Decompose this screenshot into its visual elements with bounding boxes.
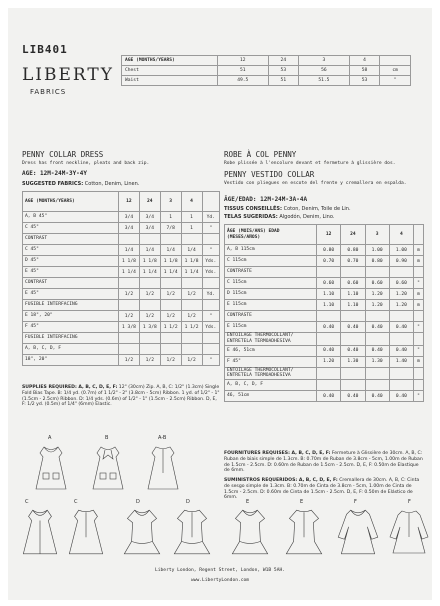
table-cell [139, 344, 160, 355]
table-row [23, 311, 220, 322]
table-cell: 53 [268, 66, 299, 76]
dress-e-back-sketch-icon [278, 506, 330, 558]
table-cell: 1 1/8 [119, 256, 140, 267]
dress-c-sketch-icon [14, 506, 66, 558]
dress-c-back-sketch-icon [60, 506, 112, 558]
table-cell: 24 [341, 225, 365, 245]
table-cell: 53 [349, 76, 380, 86]
dress-a-sketch-icon [26, 443, 76, 493]
table-cell: m [414, 245, 424, 256]
table-row [23, 333, 220, 344]
table-row [23, 212, 220, 223]
table-cell: 0.40 [365, 391, 389, 402]
spanish-suministros [224, 478, 424, 501]
table-cell: 1 1/4 [181, 267, 202, 278]
table-cell: 1/4 [181, 245, 202, 256]
table-cell: 1/2 [139, 289, 160, 300]
table-cell: 0.40 [317, 322, 341, 333]
english-yardage-table [22, 191, 220, 366]
dress-d-back-sketch-icon [166, 506, 218, 558]
size-table-header [122, 56, 411, 66]
table-cell: 0.40 [341, 322, 365, 333]
table-row [225, 300, 424, 311]
table-cell: 51.5 [299, 76, 350, 86]
table-cell: " [202, 245, 220, 256]
table-cell [414, 380, 424, 391]
table-row [23, 234, 220, 245]
table-cell: 1 [160, 212, 181, 223]
table-cell [181, 234, 202, 245]
table-cell [202, 333, 220, 344]
table-cell: 0.70 [341, 256, 365, 267]
table-cell [139, 278, 160, 289]
table-row [23, 223, 220, 234]
table-cell: F 45" [23, 322, 119, 333]
table-cell: 51 [218, 66, 269, 76]
table-row [225, 245, 424, 256]
table-cell: m [414, 289, 424, 300]
table-row [225, 278, 424, 289]
table-cell: 49.5 [218, 76, 269, 86]
table-cell: " [202, 355, 220, 366]
table-cell: CONTRAST [23, 278, 119, 289]
table-cell [341, 311, 365, 322]
table-cell [365, 311, 389, 322]
table-cell [119, 234, 140, 245]
table-cell: 0.70 [317, 256, 341, 267]
table-cell [202, 234, 220, 245]
table-cell: 0.40 [317, 391, 341, 402]
table-cell [119, 344, 140, 355]
table-cell: Chest [122, 66, 218, 76]
table-cell: 1.00 [365, 245, 389, 256]
table-cell [380, 56, 411, 66]
footer-address: Liberty London, Regent Street, London, W1B 5AH. [155, 568, 285, 573]
table-row [23, 278, 220, 289]
spanish-subtitle: Vestido con pliegues en escote del frente y cremallera en espalda. [224, 181, 407, 186]
table-cell: " [380, 76, 411, 86]
table-cell: E 45" [23, 267, 119, 278]
table-cell [341, 267, 365, 278]
table-cell: 4 [349, 56, 380, 66]
table-cell: 3 [299, 56, 350, 66]
table-cell [181, 278, 202, 289]
table-cell: CONTRAST [23, 234, 119, 245]
table-row [225, 333, 424, 346]
table-cell: 3/4 [139, 212, 160, 223]
table-row [225, 380, 424, 391]
suministros-label: SUMINISTROS REQUERIDOS: A, B, C, D, E, F: [224, 478, 338, 483]
table-cell: 51 [268, 76, 299, 86]
table-cell: 1.40 [389, 356, 413, 367]
fabrics-label: TELAS SUGERIDAS: [224, 214, 278, 220]
table-cell [181, 333, 202, 344]
table-cell: 1 3/8 [119, 322, 140, 333]
table-cell [139, 333, 160, 344]
table-cell: 1/2 [119, 355, 140, 366]
dress-f-sketch-icon [332, 506, 384, 558]
table-row [23, 267, 220, 278]
table-cell: 1.10 [317, 289, 341, 300]
fabrics-value: Algodón, Denim, Lino. [279, 214, 335, 220]
table-cell: E 45" [23, 289, 119, 300]
table-cell [317, 311, 341, 322]
table-cell: 1 1/2 [181, 322, 202, 333]
table-cell [202, 300, 220, 311]
supplies-text: 12" (30cm) Zip. A, B, C: 1/2" (1.3cm) Single Fold Bias Tape. B: 1/4 yd. (0.7m) of 1 1/2" - 2" (3.8cm - 5cm) Ribbon. 1 yd. of 1/2" - 1" (1.5cm - 2.5cm) Ribbon. D: 1/4 yds. (0.6m) of 1/2" - 1" (1.5cm - 2.5cm) Ribbon. D, E, F: 1/2 yd. (0.5m) of 1/4" (6mm) Elastic. [22, 385, 220, 408]
table-cell: E 115cm [225, 300, 317, 311]
table-cell [202, 344, 220, 355]
english-fabrics [22, 181, 139, 187]
table-cell [139, 300, 160, 311]
table-cell [202, 192, 220, 212]
table-cell [160, 344, 181, 355]
table-cell [389, 311, 413, 322]
english-supplies [22, 385, 220, 408]
table-cell: 1/4 [160, 245, 181, 256]
table-cell: 12 [218, 56, 269, 66]
table-cell: C 115cm [225, 256, 317, 267]
table-cell: 0.40 [341, 391, 365, 402]
table-cell: C 115cm [225, 278, 317, 289]
table-cell [389, 367, 413, 380]
table-cell: ENTOILAGE THERMOCOLLANT/ ENTRETELA TERMOADHESIVA [225, 333, 317, 346]
table-cell: 1 1/8 [160, 256, 181, 267]
figure-label: E [246, 499, 250, 505]
spanish-title: PENNY VESTIDO COLLAR [224, 170, 315, 179]
table-cell: 0.80 [365, 256, 389, 267]
table-cell: 0.40 [389, 322, 413, 333]
table-cell [365, 333, 389, 346]
table-cell: 0.60 [341, 278, 365, 289]
table-cell: 1 [181, 223, 202, 234]
figure-label: A-B [158, 435, 167, 441]
spanish-fabrics [224, 214, 334, 220]
table-cell: Yd. [202, 289, 220, 300]
table-cell [317, 380, 341, 391]
table-cell [119, 333, 140, 344]
table-cell: 1/2 [181, 355, 202, 366]
table-row [225, 256, 424, 267]
table-cell: m [414, 256, 424, 267]
table-cell: Yds. [202, 267, 220, 278]
table-cell: 0.60 [365, 278, 389, 289]
table-cell: m [414, 300, 424, 311]
table-cell [389, 380, 413, 391]
table-cell: 1/2 [119, 311, 140, 322]
table-cell: 4 [181, 192, 202, 212]
fabrics-value: Coton, Denim, Toile de Lin. [283, 206, 351, 212]
table-cell: Yds. [202, 322, 220, 333]
table-cell: " [414, 345, 424, 356]
table-cell: 3/4 [139, 223, 160, 234]
table-cell: 4 [389, 225, 413, 245]
table-cell: 3/4 [119, 212, 140, 223]
table-cell: 1/2 [160, 355, 181, 366]
table-cell [160, 278, 181, 289]
yardage-table-header [225, 225, 424, 245]
table-cell: 1 3/8 [139, 322, 160, 333]
table-cell: 1.20 [365, 300, 389, 311]
table-cell: 1 1/4 [139, 267, 160, 278]
size-table [121, 55, 411, 86]
table-row [23, 245, 220, 256]
table-row [225, 391, 424, 402]
table-cell: 1 1/4 [119, 267, 140, 278]
table-cell: " [414, 278, 424, 289]
fabrics-label: SUGGESTED FABRICS: [22, 181, 84, 187]
table-cell: 1 1/8 [181, 256, 202, 267]
figure-label: D [186, 499, 190, 505]
figure-label: F [354, 499, 357, 505]
table-cell: 3 [365, 225, 389, 245]
table-cell: AGE (MONTHS/YEARS) [122, 56, 218, 66]
table-cell [389, 333, 413, 346]
table-cell: F 45" [225, 356, 317, 367]
table-cell: 1 1/8 [139, 256, 160, 267]
table-row [23, 355, 220, 366]
table-cell: 1.10 [317, 300, 341, 311]
table-cell [202, 278, 220, 289]
english-title: PENNY COLLAR DRESS [22, 150, 104, 159]
french-subtitle: Robe plissée à l'encolure devant et fermeture à glissière dos. [224, 161, 396, 166]
supplies-label: SUPPLIES REQUIRED: A, B, C, D, E, F: [22, 385, 118, 390]
table-cell [414, 267, 424, 278]
table-cell: A, B 115cm [225, 245, 317, 256]
table-cell: " [202, 311, 220, 322]
table-row [225, 367, 424, 380]
figure-label: D [136, 499, 140, 505]
french-title: ROBE À COL PENNY [224, 150, 297, 159]
french-fabrics [224, 206, 351, 212]
table-cell: 1.30 [341, 356, 365, 367]
table-cell [317, 367, 341, 380]
table-cell: 0.80 [317, 245, 341, 256]
table-row [225, 356, 424, 367]
table-cell: A, B, C, D, F [225, 380, 317, 391]
table-cell: 1.20 [365, 289, 389, 300]
table-cell [160, 333, 181, 344]
table-cell: 24 [139, 192, 160, 212]
figure-label: C [74, 499, 78, 505]
table-cell [317, 333, 341, 346]
table-cell: 1/4 [119, 245, 140, 256]
table-cell: Yds. [202, 256, 220, 267]
dress-d-sketch-icon [116, 506, 168, 558]
table-cell: Waist [122, 76, 218, 86]
table-cell: 1.20 [389, 289, 413, 300]
table-row [23, 289, 220, 300]
table-cell [414, 333, 424, 346]
table-cell: 1.30 [365, 356, 389, 367]
table-row [225, 267, 424, 278]
table-cell [414, 367, 424, 380]
figure-label: E [300, 499, 304, 505]
table-cell [365, 380, 389, 391]
table-cell: 46, 51cm [225, 391, 317, 402]
table-cell: 0.60 [389, 278, 413, 289]
figure-label: B [105, 435, 109, 441]
table-cell: 7/8 [160, 223, 181, 234]
table-row [23, 344, 220, 355]
table-cell: D 45" [23, 256, 119, 267]
table-row [122, 76, 411, 86]
table-cell [414, 311, 424, 322]
table-cell: 1 1/4 [160, 267, 181, 278]
table-cell [139, 234, 160, 245]
table-cell: 1/2 [139, 355, 160, 366]
suministros-text: Cremallera de 30cm. A, B, C: Cinta de sesgo simple de 1.3cm. B: 0.70m de Cinta de 3.8cm - 5cm, 1.00m de Cinta de 1.5cm - 2.5cm. D: 0.60m de Cinta de 1.5cm - 2.5cm. D, E, F: 0.50m de Elástico de 6mm. [224, 478, 420, 501]
table-cell: 24 [268, 56, 299, 66]
pattern-code: LIB401 [22, 43, 68, 56]
table-cell: 0.40 [389, 391, 413, 402]
table-cell: E 18", 20" [23, 311, 119, 322]
table-cell: 1.20 [389, 300, 413, 311]
table-cell: D 115cm [225, 289, 317, 300]
table-cell: " [202, 223, 220, 234]
table-row [23, 256, 220, 267]
table-cell: 3/4 [119, 223, 140, 234]
table-cell: 1.10 [341, 300, 365, 311]
table-cell: C 45" [23, 245, 119, 256]
table-cell [160, 300, 181, 311]
table-cell: 12 [119, 192, 140, 212]
table-cell: 0.40 [365, 345, 389, 356]
table-cell [119, 278, 140, 289]
table-cell: 1/2 [139, 311, 160, 322]
table-cell: cm [380, 66, 411, 76]
table-cell: 0.40 [317, 345, 341, 356]
table-cell [317, 267, 341, 278]
table-cell: 0.40 [389, 345, 413, 356]
figure-label: C [25, 499, 29, 505]
table-cell: 0.90 [389, 256, 413, 267]
table-cell [365, 267, 389, 278]
table-cell: E 115cm [225, 322, 317, 333]
table-cell: ENTOILAGE THERMOCOLLANT/ ENTRETELA TERMOADHESIVA [225, 367, 317, 380]
english-subtitle: Dress has front neckline, pleats and back zip. [22, 161, 150, 166]
table-cell: 1/2 [181, 311, 202, 322]
table-cell: 18", 20" [23, 355, 119, 366]
fabrics-value: Cotton, Denim, Linen. [84, 181, 140, 187]
table-cell: 12 [317, 225, 341, 245]
fournitures-label: FOURNITURES REQUISES: A, B, C, D, E, F: [224, 451, 331, 456]
table-row [122, 66, 411, 76]
table-cell: m [414, 356, 424, 367]
table-cell: ÂGE (MOIS/ANS) EDAD (MESES/AÑOS) [225, 225, 317, 245]
table-row [225, 289, 424, 300]
table-cell: 58 [349, 66, 380, 76]
table-cell: 1/2 [160, 289, 181, 300]
english-age: AGE: 12M-24M-3Y-4Y [22, 170, 88, 177]
table-cell: " [414, 391, 424, 402]
table-cell [341, 380, 365, 391]
french-fournitures [224, 451, 424, 474]
table-cell: Yd. [202, 212, 220, 223]
french-yardage-table [224, 224, 424, 402]
table-cell [365, 367, 389, 380]
pattern-envelope-back [8, 8, 432, 600]
yardage-table-header [23, 192, 220, 212]
fournitures-text: Fermeture à Glissière de 30cm. A, B, C: Ruban de biais simple de 1.3cm. B: 0.70m de Ruban de 3.8cm - 5cm, 1.00m de Ruban de 1.5cm - 2.5cm. D: 0.60m de Ruban de 1.5cm - 2.5cm. D, E, F: 0.50m de Elastique de 6mm. [224, 451, 423, 474]
table-cell: FUSIBLE INTERFACING [23, 333, 119, 344]
table-row [23, 300, 220, 311]
french-age: ÂGE/EDAD: 12M-24M-3A-4A [224, 196, 308, 203]
table-cell: 1 1/2 [160, 322, 181, 333]
table-cell [181, 344, 202, 355]
dress-ab-back-sketch-icon [138, 443, 188, 493]
table-cell: A, B 45" [23, 212, 119, 223]
figure-label: F [408, 499, 411, 505]
table-cell: 0.60 [317, 278, 341, 289]
fabrics-label: TISSUS CONSEILLÉS: [224, 206, 283, 212]
table-cell: 3 [160, 192, 181, 212]
table-cell: 0.80 [341, 245, 365, 256]
dress-f-back-sketch-icon [384, 506, 432, 558]
table-cell: 1.00 [389, 245, 413, 256]
table-cell [160, 234, 181, 245]
table-cell: AGE (MONTHS/YEARS) [23, 192, 119, 212]
table-cell: 1.10 [341, 289, 365, 300]
table-cell: 1/2 [181, 289, 202, 300]
figure-label: A [48, 435, 52, 441]
table-cell: 56 [299, 66, 350, 76]
table-cell: C 45" [23, 223, 119, 234]
dress-b-sketch-icon [83, 443, 133, 493]
table-cell: 1/2 [160, 311, 181, 322]
table-cell: FUSIBLE INTERFACING [23, 300, 119, 311]
table-cell: 1/4 [139, 245, 160, 256]
table-cell: A, B, C, D, F [23, 344, 119, 355]
table-row [225, 345, 424, 356]
table-cell [341, 367, 365, 380]
table-cell: CONTRASTE [225, 267, 317, 278]
table-cell: 1 [181, 212, 202, 223]
table-row [23, 322, 220, 333]
brand-logo-text: LIBERTY [22, 65, 114, 85]
table-cell: " [414, 322, 424, 333]
table-cell [414, 225, 424, 245]
brand-subtitle: FABRICS [30, 88, 67, 96]
table-cell [119, 300, 140, 311]
dress-e-sketch-icon [224, 506, 276, 558]
table-cell [389, 267, 413, 278]
table-cell: CONTRASTE [225, 311, 317, 322]
table-cell: 1/2 [119, 289, 140, 300]
table-cell: 1.20 [317, 356, 341, 367]
table-row [225, 322, 424, 333]
table-cell [181, 300, 202, 311]
footer-url: www.LibertyLondon.com [190, 578, 250, 583]
table-cell [341, 333, 365, 346]
table-cell: 0.40 [341, 345, 365, 356]
table-cell: E 46, 51cm [225, 345, 317, 356]
table-row [225, 311, 424, 322]
table-cell: 0.40 [365, 322, 389, 333]
